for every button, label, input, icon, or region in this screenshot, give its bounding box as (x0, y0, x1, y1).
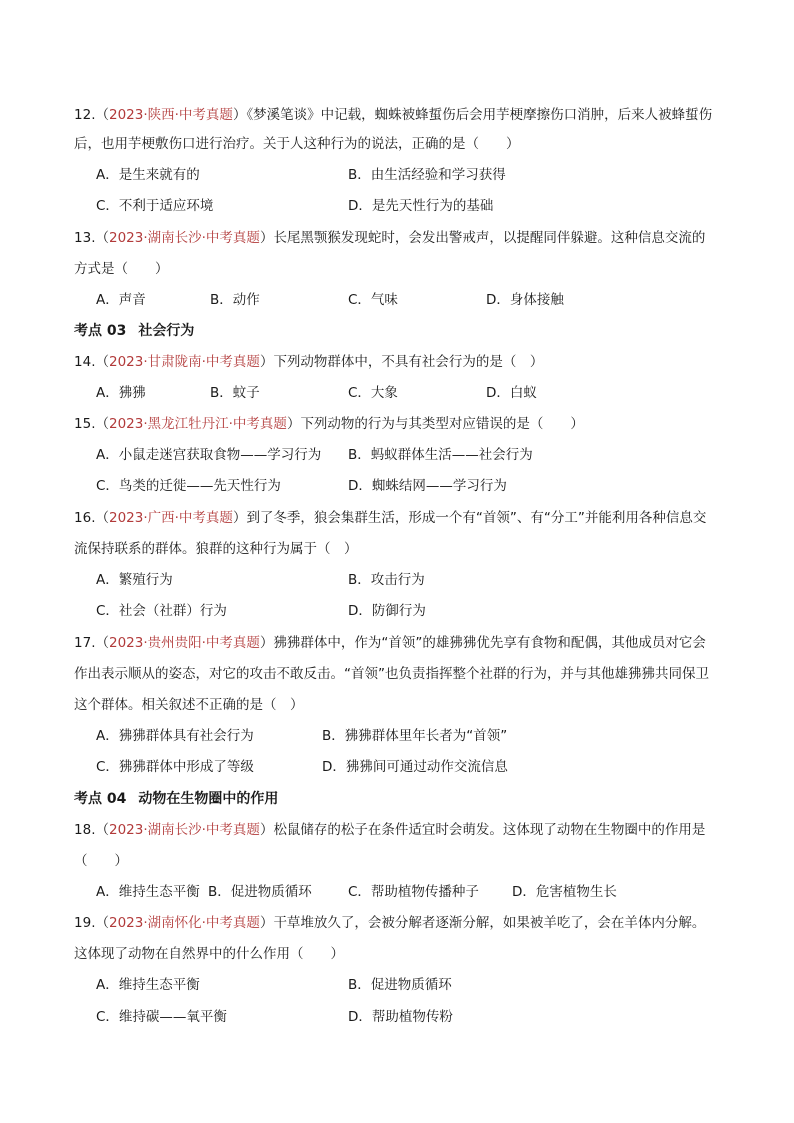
option-c[interactable]: C．社会（社群）行为 (96, 603, 227, 619)
question-source: 2023·湖南长沙·中考真题 (108, 230, 260, 246)
option-d[interactable]: D．白蚁 (486, 385, 537, 401)
option-b[interactable]: B．促进物质循环 (348, 977, 452, 993)
option-b[interactable]: B．促进物质循环 (208, 884, 312, 900)
question-source: 2023·黑龙江牡丹江·中考真题 (108, 416, 287, 432)
option-a[interactable]: A．狒狒 (96, 385, 146, 401)
option-a[interactable]: A．狒狒群体具有社会行为 (96, 728, 254, 744)
question-number: 16 (74, 510, 92, 526)
question-number: 14 (74, 354, 92, 370)
option-a[interactable]: A．维持生态平衡 (96, 884, 200, 900)
option-c[interactable]: C．鸟类的迁徙——先天性行为 (96, 478, 281, 494)
question-19-line-1: 19.（2023·湖南怀化·中考真题）干草堆放久了，会被分解者逐渐分解，如果被羊吃了，会在羊体内分解。 (74, 915, 706, 931)
option-d[interactable]: D．帮助植物传粉 (348, 1009, 453, 1025)
question-source: 2023·贵州贵阳·中考真题 (108, 635, 260, 651)
question-16-line-2: 流保持联系的群体。狼群的这种行为属于（ ） (74, 541, 358, 557)
question-number: 17 (74, 635, 92, 651)
question-number: 12 (74, 107, 92, 123)
question-number: 15 (74, 416, 92, 432)
option-c[interactable]: C．气味 (348, 292, 398, 308)
question-16-line-1: 16.（2023·广西·中考真题）到了冬季，狼会集群生活，形成一个有“首领”、有“分工”并能利用各种信息交 (74, 510, 707, 526)
option-c[interactable]: C．狒狒群体中形成了等级 (96, 759, 254, 775)
option-d[interactable]: D．身体接触 (486, 292, 564, 308)
question-number: 13 (74, 230, 92, 246)
option-c[interactable]: C．帮助植物传播种子 (348, 884, 479, 900)
option-b[interactable]: B．攻击行为 (348, 572, 425, 588)
question-13-line-2: 方式是（ ） (74, 261, 169, 277)
option-d[interactable]: D．是先天性行为的基础 (348, 198, 494, 214)
question-13-line-1: 13.（2023·湖南长沙·中考真题）长尾黑颚猴发现蛇时，会发出警戒声，以提醒同伴躲避。这种信息交流的 (74, 230, 706, 246)
question-12-line-2: 后，也用芋梗敷伤口进行治疗。关于人这种行为的说法，正确的是（ ） (74, 136, 520, 152)
option-d[interactable]: D．狒狒间可通过动作交流信息 (322, 759, 508, 775)
option-a[interactable]: A．声音 (96, 292, 146, 308)
option-b[interactable]: B．动作 (210, 292, 260, 308)
question-18-line-1: 18.（2023·湖南长沙·中考真题）松鼠储存的松子在条件适宜时会萌发。这体现了动物在生物圈中的作用是 (74, 822, 706, 838)
option-a[interactable]: A．维持生态平衡 (96, 977, 200, 993)
question-14-line-1: 14.（2023·甘肃陇南·中考真题）下列动物群体中，不具有社会行为的是（ ） (74, 354, 544, 370)
option-a[interactable]: A．小鼠走迷宫获取食物——学习行为 (96, 447, 322, 463)
section-heading-04: 考点 04 动物在生物圈中的作用 (74, 791, 279, 807)
option-c[interactable]: C．大象 (348, 385, 398, 401)
option-b[interactable]: B．蚊子 (210, 385, 260, 401)
option-d[interactable]: D．防御行为 (348, 603, 426, 619)
question-source: 2023·湖南长沙·中考真题 (108, 822, 260, 838)
question-17-line-3: 这个群体。相关叙述不正确的是（ ） (74, 697, 304, 713)
question-number: 18 (74, 822, 92, 838)
question-source: 2023·甘肃陇南·中考真题 (108, 354, 260, 370)
option-c[interactable]: C．不利于适应环境 (96, 198, 214, 214)
option-d[interactable]: D．危害植物生长 (512, 884, 617, 900)
question-19-line-2: 这体现了动物在自然界中的什么作用（ ） (74, 946, 344, 962)
option-c[interactable]: C．维持碳——氧平衡 (96, 1009, 227, 1025)
question-source: 2023·湖南怀化·中考真题 (108, 915, 260, 931)
question-source: 2023·陕西·中考真题 (108, 107, 233, 123)
option-b[interactable]: B．由生活经验和学习获得 (348, 167, 506, 183)
question-number: 19 (74, 915, 92, 931)
option-a[interactable]: A．是生来就有的 (96, 167, 200, 183)
question-17-line-1: 17.（2023·贵州贵阳·中考真题）狒狒群体中，作为“首领”的雄狒狒优先享有食物和配偶，其他成员对它会 (74, 635, 706, 651)
question-12-line-1: 12.（2023·陕西·中考真题）《梦溪笔谈》中记载，蜘蛛被蜂蜇伤后会用芋梗摩擦伤口消肿，后来人被蜂蜇伤 (74, 107, 713, 123)
option-d[interactable]: D．蜘蛛结网——学习行为 (348, 478, 507, 494)
question-17-line-2: 作出表示顺从的姿态，对它的攻击不敢反击。“首领”也负责指挥整个社群的行为，并与其他雄狒狒共同保卫 (74, 666, 709, 682)
question-18-line-2: （ ） (74, 853, 128, 869)
option-b[interactable]: B．狒狒群体里年长者为“首领” (322, 728, 508, 744)
question-source: 2023·广西·中考真题 (108, 510, 233, 526)
section-heading-03: 考点 03 社会行为 (74, 323, 195, 339)
option-a[interactable]: A．繁殖行为 (96, 572, 173, 588)
option-b[interactable]: B．蚂蚁群体生活——社会行为 (348, 447, 533, 463)
question-15-line-1: 15.（2023·黑龙江牡丹江·中考真题）下列动物的行为与其类型对应错误的是（ ） (74, 416, 584, 432)
